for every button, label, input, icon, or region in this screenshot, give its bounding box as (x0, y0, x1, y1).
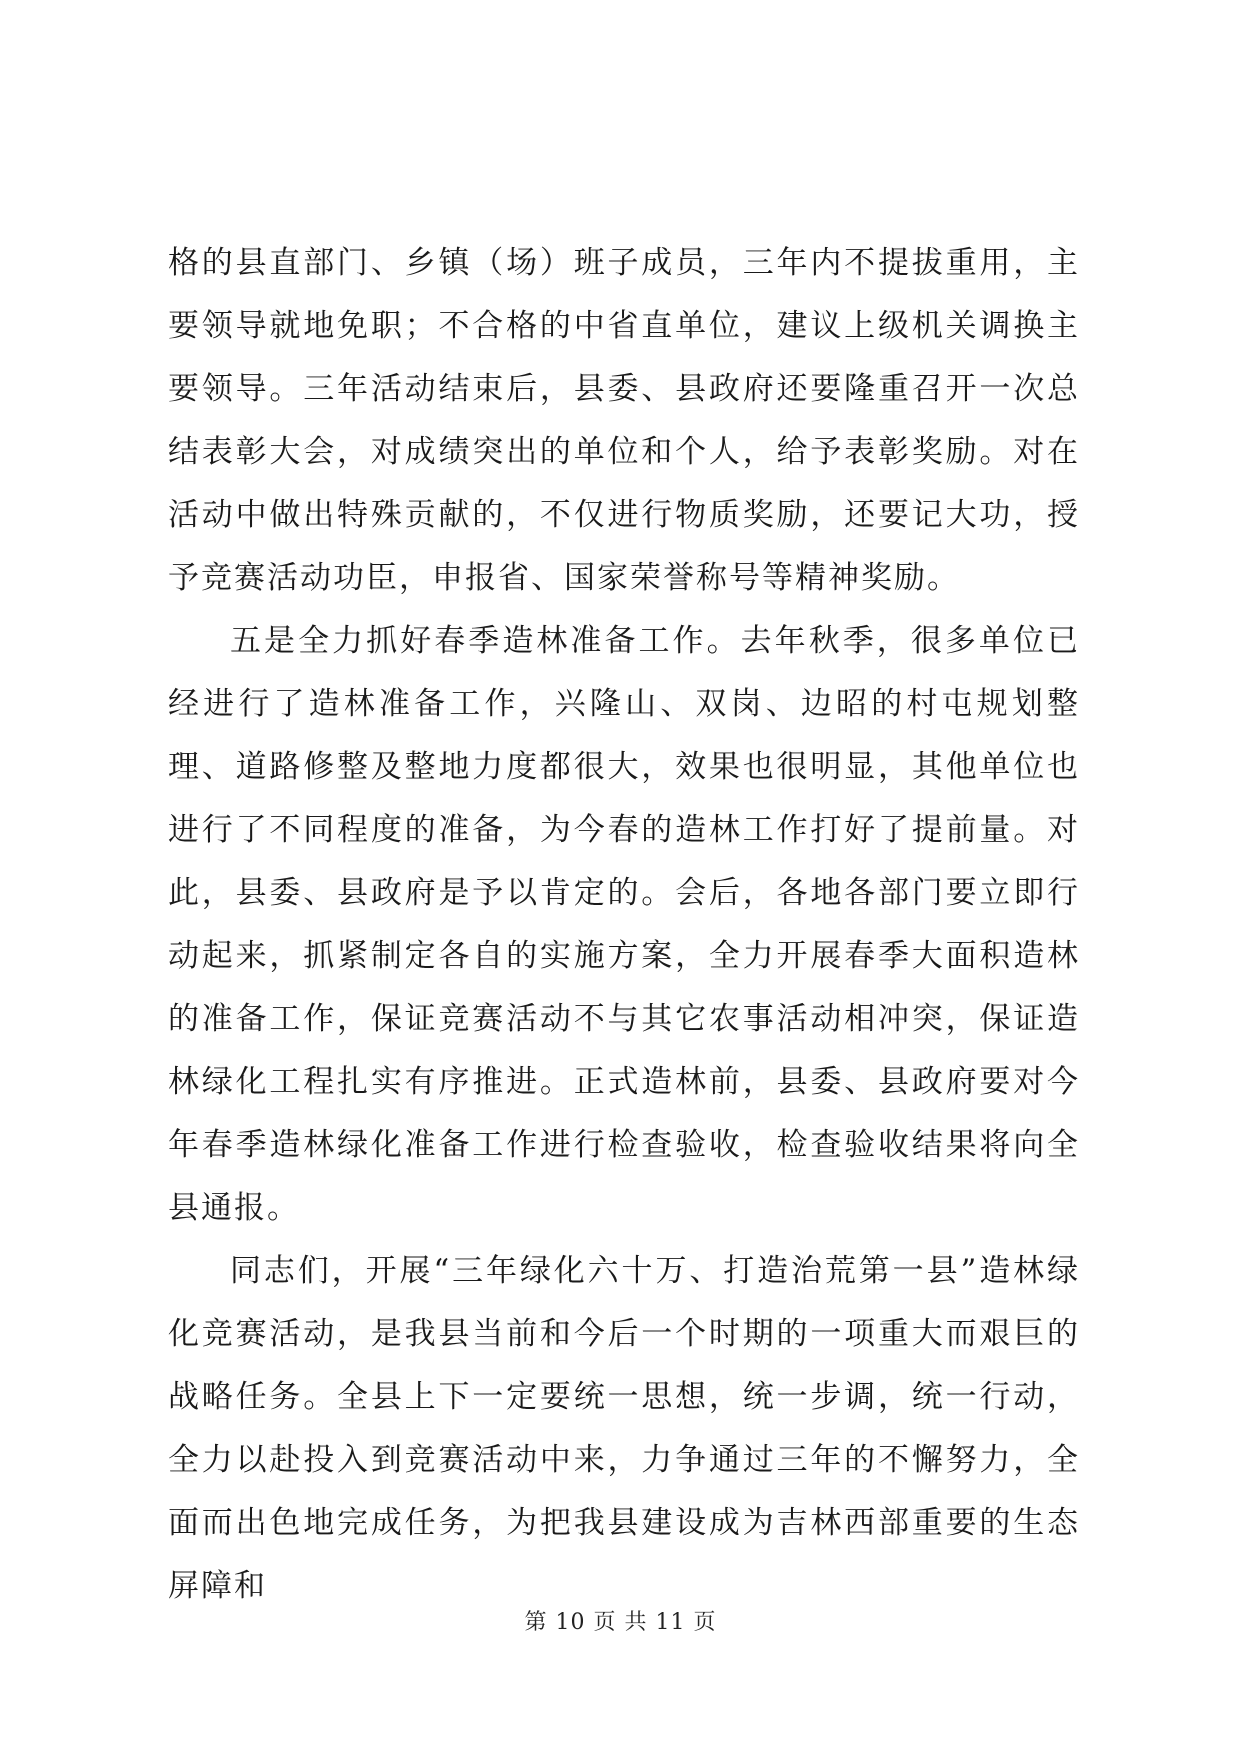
page-number-label: 第 10 页 共 11 页 (524, 1610, 717, 1635)
paragraph-3: 同志们，开展“三年绿化六十万、打造治荒第一县”造林绿化竞赛活动，是我县当前和今后一个时期的一项重大而艰巨的战略任务。全县上下一定要统一思想，统一步调，统一行动，全力以赴投入到竞赛活动中来，力争通过三年的不懈努力，全面而出色地完成任务，为把我县建设成为吉林西部重要的生态屏障和 (168, 1253, 1080, 1604)
body-text (168, 232, 1080, 1618)
paragraph-1: 格的县直部门、乡镇（场）班子成员，三年内不提拔重用，主要领导就地免职；不合格的中省直单位，建议上级机关调换主要领导。三年活动结束后，县委、县政府还要隆重召开一次总结表彰大会，对成绩突出的单位和个人，给予表彰奖励。对在活动中做出特殊贡献的，不仅进行物质奖励，还要记大功，授予竞赛活动功臣，申报省、国家荣誉称号等精神奖励。 (168, 245, 1080, 596)
page-footer (0, 1605, 1241, 1636)
paragraph-2: 五是全力抓好春季造林准备工作。去年秋季，很多单位已经进行了造林准备工作，兴隆山、双岗、边昭的村屯规划整理、道路修整及整地力度都很大，效果也很明显，其他单位也进行了不同程度的准备，为今春的造林工作打好了提前量。对此，县委、县政府是予以肯定的。会后，各地各部门要立即行动起来，抓紧制定各自的实施方案，全力开展春季大面积造林的准备工作，保证竞赛活动不与其它农事活动相冲突，保证造林绿化工程扎实有序推进。正式造林前，县委、县政府要对今年春季造林绿化准备工作进行检查验收，检查验收结果将向全县通报。 (168, 623, 1080, 1226)
